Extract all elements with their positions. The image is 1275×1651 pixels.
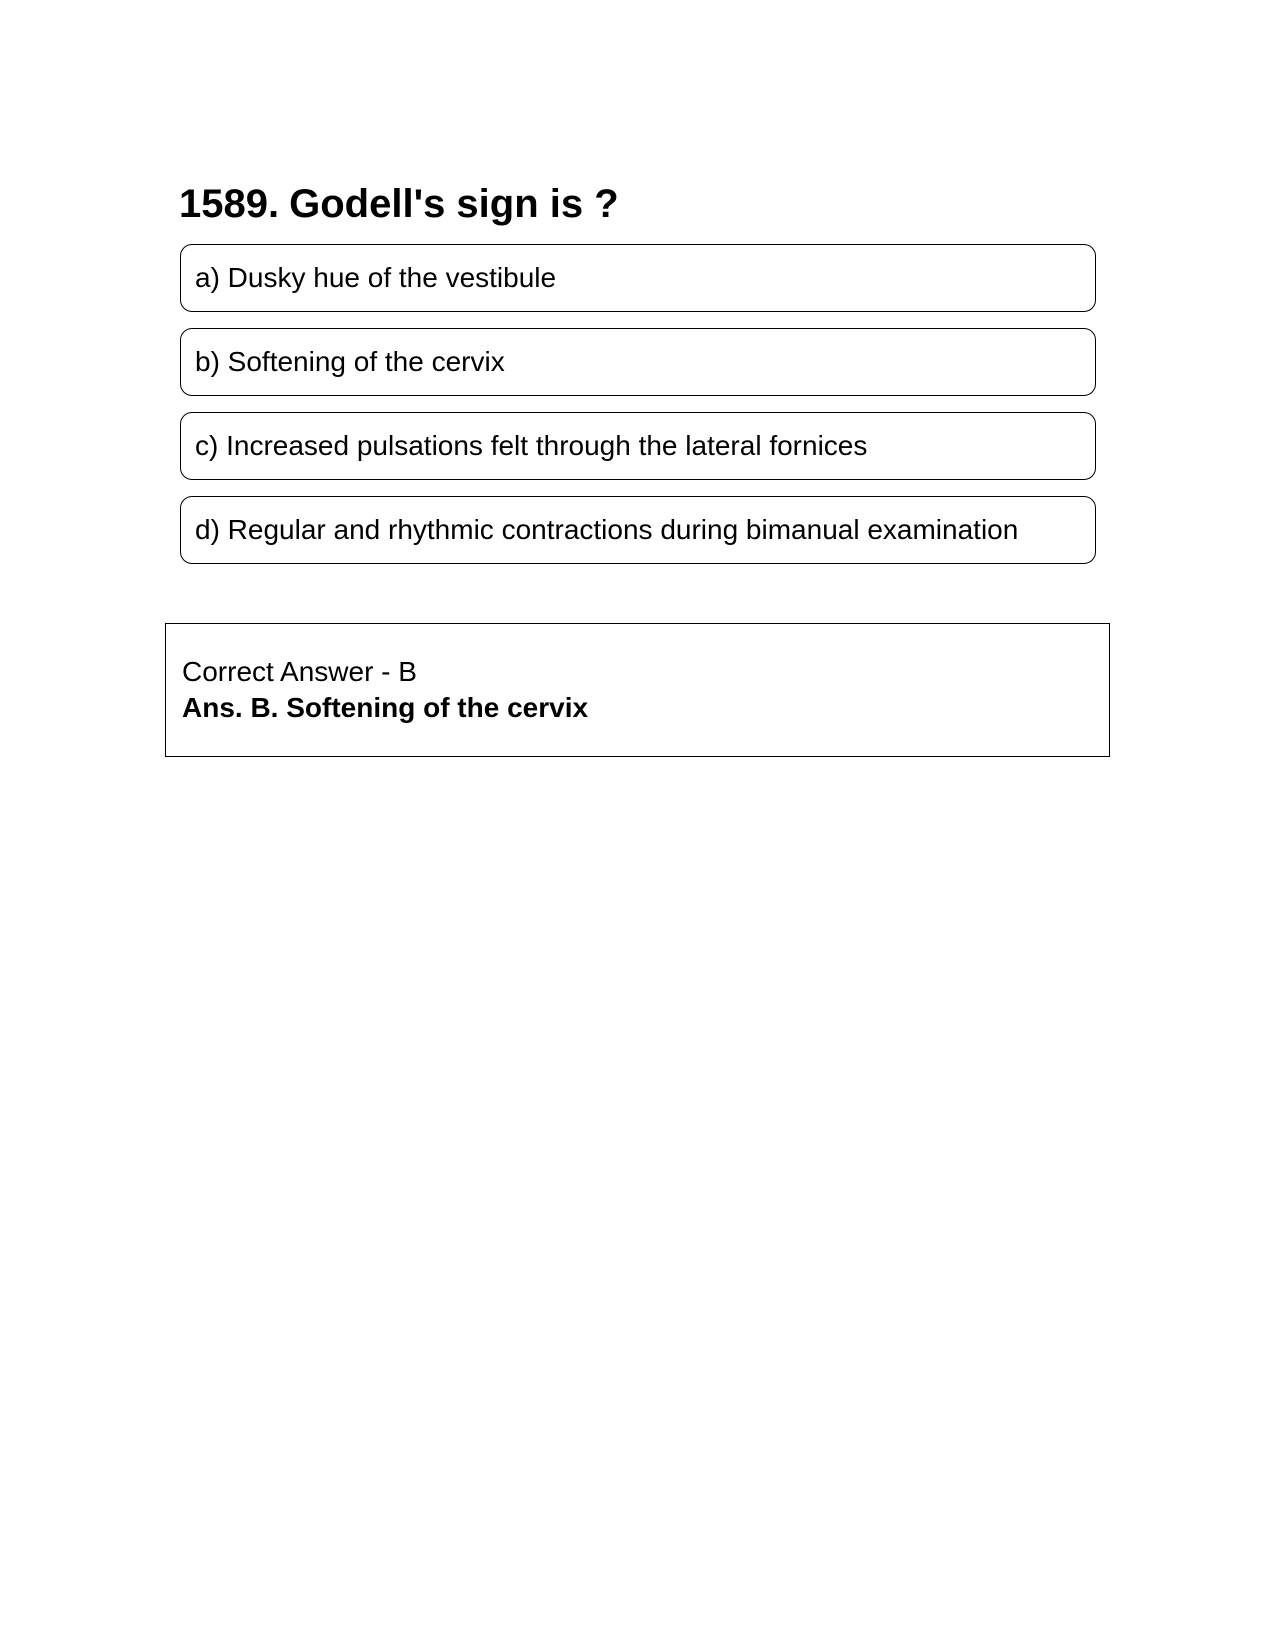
option-a[interactable]: a) Dusky hue of the vestibule (180, 244, 1096, 312)
answer-explanation: Ans. B. Softening of the cervix (182, 692, 589, 723)
question-number: 1589. (179, 182, 280, 226)
question-text: Godell's sign is ? (289, 182, 619, 226)
options-list (180, 244, 1096, 580)
option-b[interactable]: b) Softening of the cervix (180, 328, 1096, 396)
question-title (179, 176, 619, 232)
correct-answer: Correct Answer - B (182, 656, 417, 687)
answer-box (165, 623, 1110, 757)
option-c[interactable]: c) Increased pulsations felt through the lateral fornices (180, 412, 1096, 480)
option-d[interactable]: d) Regular and rhythmic contractions during bimanual examination (180, 496, 1096, 564)
